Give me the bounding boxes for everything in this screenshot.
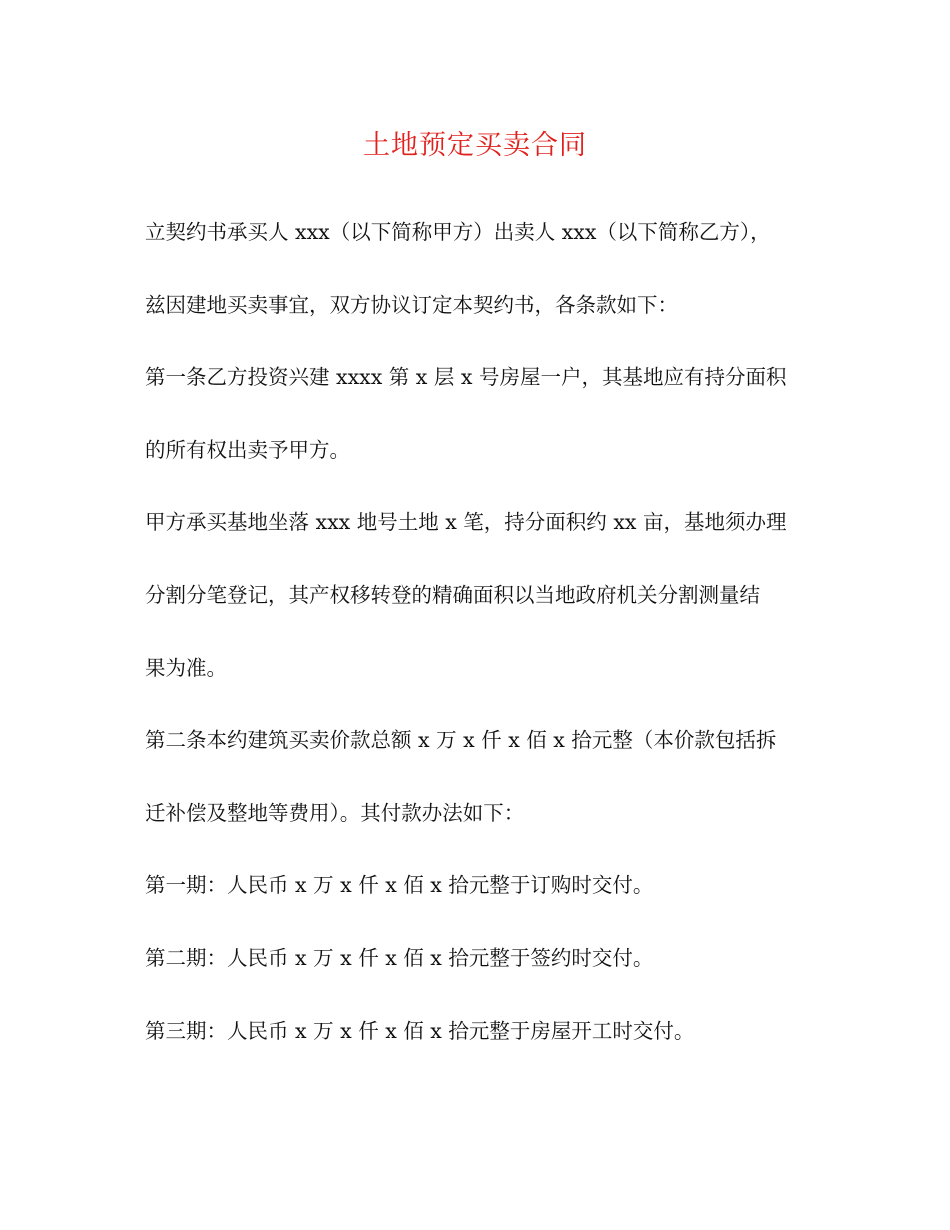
body-line: 第一期：人民币 x 万 x 仟 x 佰 x 拾元整于订购时交付。 (145, 873, 654, 898)
body-line: 兹因建地买卖事宜，双方协议订定本契约书，各条款如下： (145, 292, 678, 317)
body-line: 第二条本约建筑买卖价款总额 x 万 x 仟 x 佰 x 拾元整（本价款包括拆 (145, 728, 777, 753)
document-body (145, 212, 825, 1083)
body-line: 第二期：人民币 x 万 x 仟 x 佰 x 拾元整于签约时交付。 (145, 945, 654, 970)
body-line: 的所有权出卖予甲方。 (145, 437, 350, 462)
body-line: 第一条乙方投资兴建 xxxx 第 x 层 x 号房屋一户，其基地应有持分面积 (145, 365, 787, 390)
body-line: 迁补偿及整地等费用）。其付款办法如下： (145, 800, 525, 825)
body-line: 立契约书承买人 xxx（以下简称甲方）出卖人 xxx（以下简称乙方）， (145, 220, 771, 244)
body-line: 果为准。 (145, 655, 227, 680)
document-title: 土地预定买卖合同 (363, 130, 587, 161)
body-line: 第三期：人民币 x 万 x 仟 x 佰 x 拾元整于房屋开工时交付。 (145, 1018, 695, 1043)
body-line: 分割分笔登记，其产权移转登的精确面积以当地政府机关分割测量结 (145, 582, 760, 607)
body-line: 甲方承买基地坐落 xxx 地号土地 x 笔，持分面积约 xx 亩，基地须办理 (145, 510, 787, 535)
